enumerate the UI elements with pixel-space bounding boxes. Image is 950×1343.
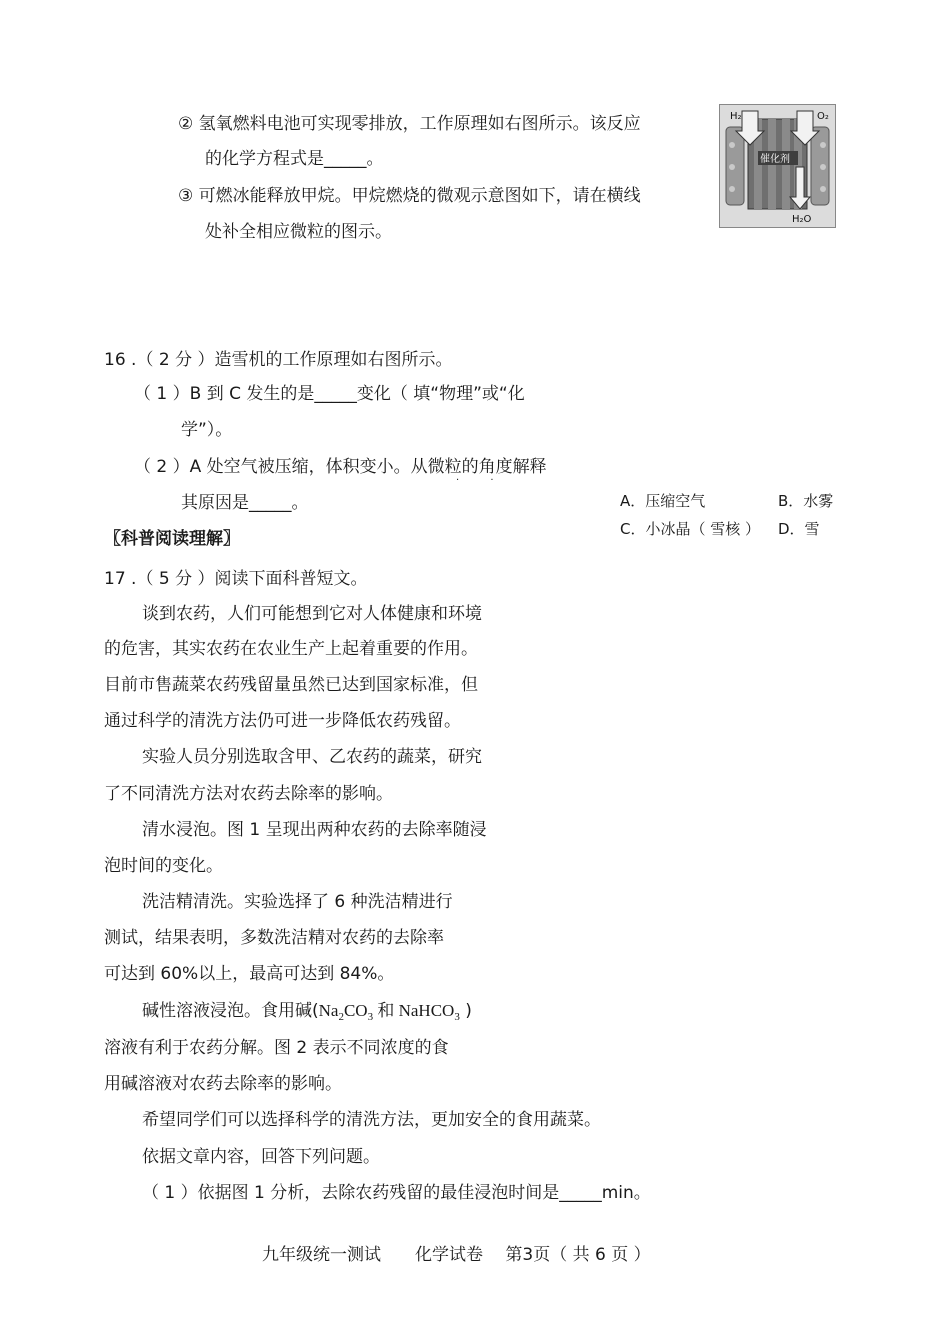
passage-line: 用碱溶液对农药去除率的影响。 (104, 1074, 342, 1094)
q16-stem: 16 .（ 2 分 ）造雪机的工作原理如右图所示。 (104, 350, 453, 370)
emphasis-dots: · · (456, 475, 508, 486)
passage-line: 谈到农药，人们可能想到它对人体健康和环境 (142, 604, 482, 624)
passage-line: 溶液有利于农药分解。图 2 表示不同浓度的食 (104, 1038, 449, 1058)
fuel-cell-water-label: H₂O (792, 214, 812, 225)
formula-na-sub: 2 (338, 1011, 344, 1023)
q15-item2-line1: ② 氢氧燃料电池可实现零排放，工作原理如右图所示。该反应 (178, 114, 641, 134)
q16-part1-line1: （ 1 ）B 到 C 发生的是_____变化（ 填“物理”或“化 (134, 384, 525, 404)
formula-nahco: 和 NaHCO (373, 1001, 455, 1020)
fuel-cell-illustration (720, 105, 835, 227)
passage-line: 了不同清洗方法对农药去除率的影响。 (104, 784, 393, 804)
passage-line: 测试，结果表明，多数洗洁精对农药的去除率 (104, 928, 444, 948)
q16-part1-line2: 学”）。 (181, 420, 233, 440)
formula-co: CO (343, 1001, 368, 1020)
passage-line: 泡时间的变化。 (104, 856, 223, 876)
q15-item3-line1: ③ 可燃冰能释放甲烷。甲烷燃烧的微观示意图如下，请在横线 (178, 186, 641, 206)
alkali-prefix: 碱性溶液浸泡。食用碱( (142, 1001, 319, 1021)
passage-line: 目前市售蔬菜农药残留量虽然已达到国家标准，但 (104, 675, 478, 695)
fuel-cell-o2-label: O₂ (817, 111, 829, 122)
fuel-cell-h2-label: H₂ (730, 111, 742, 122)
q16-part2-line2: 其原因是_____。 (181, 493, 309, 513)
legend-c: C．小冰晶（ 雪核 ） (620, 520, 761, 538)
passage-line: 可达到 60%以上，最高可达到 84%。 (104, 964, 395, 984)
passage-line: 希望同学们可以选择科学的清洗方法，更加安全的食用蔬菜。 (142, 1110, 601, 1130)
passage-line: 实验人员分别选取含甲、乙农药的蔬菜，研究 (142, 747, 482, 767)
passage-line: 依据文章内容，回答下列问题。 (142, 1147, 380, 1167)
formula-na: Na (318, 1001, 339, 1020)
q17-stem: 17 .（ 5 分 ）阅读下面科普短文。 (104, 569, 368, 589)
passage-line: 的危害，其实农药在农业生产上起着重要的作用。 (104, 639, 478, 659)
section-header: 〖科普阅读理解〗 (104, 529, 240, 549)
formula-nahco-sub: 3 (454, 1011, 460, 1023)
legend-b: B．水雾 (778, 492, 834, 510)
fuel-cell-diagram (719, 104, 836, 228)
legend-d: D．雪 (778, 520, 820, 538)
q17-part1: （ 1 ）依据图 1 分析，去除农药残留的最佳浸泡时间是_____min。 (142, 1183, 651, 1203)
passage-line: 通过科学的清洗方法仍可进一步降低农药残留。 (104, 711, 461, 731)
page-footer: 九年级统一测试 化学试卷 第3页（ 共 6 页 ） (262, 1245, 651, 1265)
formula-co-sub: 3 (367, 1011, 374, 1023)
passage-line: 洗洁精清洗。实验选择了 6 种洗洁精进行 (142, 892, 453, 912)
passage-line: 清水浸泡。图 1 呈现出两种农药的去除率随浸 (142, 820, 487, 840)
passage-alkali-line (142, 999, 472, 1029)
fuel-cell-catalyst-label: 催化剂 (760, 154, 790, 165)
q15-item3-line2: 处补全相应微粒的图示。 (205, 222, 392, 242)
q16-part2-line1: （ 2 ）A 处空气被压缩，体积变小。从微粒的角度解释 (134, 457, 547, 477)
legend-a: A．压缩空气 (620, 492, 706, 510)
alkali-suffix: ) (459, 1001, 472, 1021)
q15-item2-line2: 的化学方程式是_____。 (205, 149, 384, 169)
